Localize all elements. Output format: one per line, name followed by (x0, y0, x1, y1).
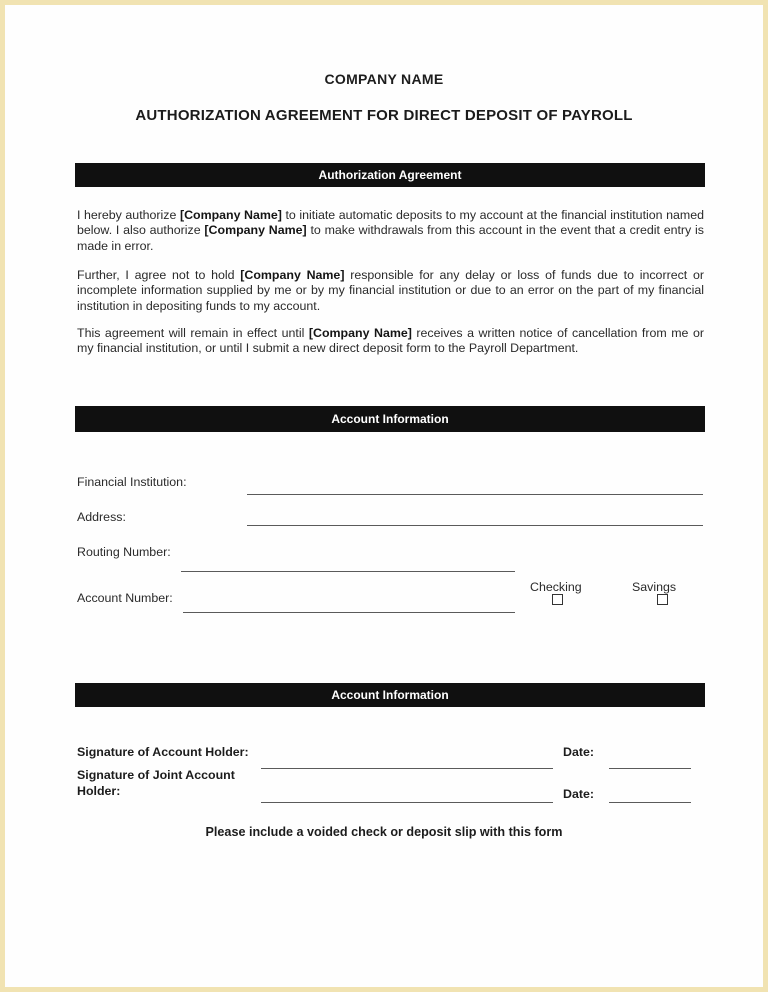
company-name-placeholder: [Company Name] (240, 268, 345, 282)
signature-account-holder-label: Signature of Account Holder: (77, 745, 249, 759)
text-segment: I hereby authorize (77, 208, 180, 222)
company-name-placeholder: [Company Name] (308, 326, 412, 340)
paragraph-authorization-1 (77, 208, 704, 254)
signature-joint-account-holder-line[interactable] (261, 802, 553, 803)
routing-number-label: Routing Number: (77, 545, 171, 559)
section-header-label: Account Information (331, 412, 449, 426)
address-line[interactable] (247, 525, 703, 526)
text-segment: receives a written notice of cancellation from me or my financial institution, or until I submit a new direct deposit form to the Payroll Department. (77, 326, 704, 356)
checking-checkbox[interactable] (552, 594, 563, 605)
text-segment: This agreement will remain in effect until (77, 326, 309, 340)
section-header-account-information (75, 406, 705, 432)
footer-note: Please include a voided check or deposit slip with this form (205, 825, 563, 839)
text-segment: to initiate automatic deposits to my account at the financial institution named below. I also authorize (77, 208, 704, 238)
section-header-label: Account Information (331, 688, 449, 702)
document-title: AUTHORIZATION AGREEMENT FOR DIRECT DEPOSIT OF PAYROLL (135, 107, 633, 124)
checking-label: Checking (530, 580, 582, 594)
account-number-line[interactable] (183, 612, 515, 613)
company-name-placeholder: [Company Name] (204, 223, 307, 238)
signature-joint-account-holder-label: Signature of Joint Account Holder: (77, 768, 235, 798)
section-header-authorization (75, 163, 705, 187)
routing-number-line[interactable] (181, 571, 515, 572)
date-label-1: Date: (563, 745, 594, 759)
text-segment: responsible for any delay or loss of funds due to incorrect or incomplete information supplied by me or by my financial institution or due to an error on the part of my financial institution in depositing funds to my account. (77, 268, 704, 313)
section-header-label: Authorization Agreement (318, 168, 462, 182)
date-line-1[interactable] (609, 768, 691, 769)
financial-institution-line[interactable] (247, 494, 703, 495)
account-number-label: Account Number: (77, 591, 173, 605)
date-label-2: Date: (563, 787, 594, 801)
savings-checkbox[interactable] (657, 594, 668, 605)
signature-account-holder-line[interactable] (261, 768, 553, 769)
address-label: Address: (77, 510, 126, 524)
company-name: COMPANY NAME (324, 71, 444, 87)
paragraph-authorization-3 (77, 326, 704, 357)
financial-institution-label: Financial Institution: (77, 475, 187, 489)
date-line-2[interactable] (609, 802, 691, 803)
text-segment: to make withdrawals from this account in the event that a credit entry is made in error. (77, 223, 704, 253)
section-header-signatures (75, 683, 705, 707)
text-segment: Further, I agree not to hold (77, 268, 241, 282)
savings-label: Savings (632, 580, 677, 594)
company-name-placeholder: [Company Name] (179, 208, 282, 222)
paragraph-authorization-2 (77, 268, 704, 314)
